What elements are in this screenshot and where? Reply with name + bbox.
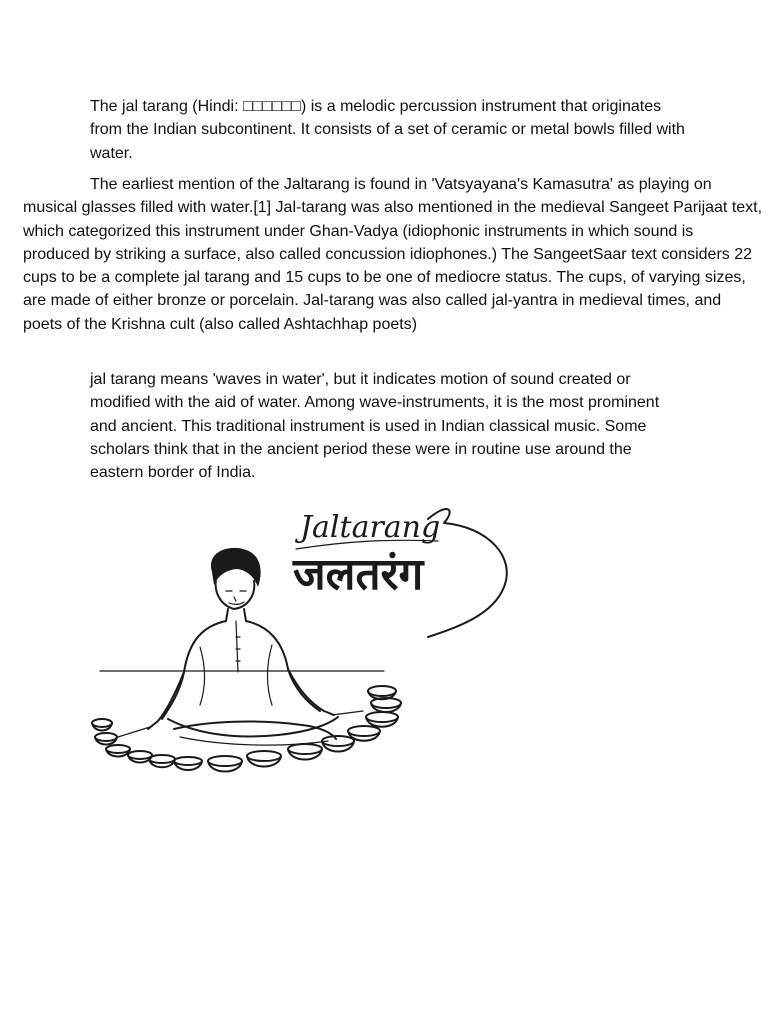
jaltarang-illustration: [88, 497, 518, 782]
jaltarang-player-illustration-icon: [88, 497, 518, 782]
intro-paragraph: The jal tarang (Hindi: □□□□□□) is a melodic percussion instrument that originates from the Indian subcontinent. It consists of a set of ceramic or metal bowls filled with water.: [90, 98, 685, 162]
script-title: Jaltarang: [300, 510, 441, 545]
history-paragraph: The earliest mention of the Jaltarang is found in 'Vatsyayana's Kamasutra' as playing on musical glasses filled with water.[1] Jal-tarang was also mentioned in the medieval Sangeet Parijaat text, which categorized this instrument under Ghan-Vadya (idiophonic instruments in which sound is produced by striking a surface, also called concussion idiophones.) The SangeetSaar text considers 22 cups to be a complete jal tarang and 15 cups to be one of mediocre status. The cups, of varying sizes, are made of either bronze or porcelain. Jal-tarang was also called jal-yantra in medieval times, and poets of the Krishna cult (also called Ashtachhap poets): [23, 176, 763, 333]
bowls-row: [92, 686, 401, 772]
devanagari-title: जलतरंग: [293, 549, 424, 600]
meaning-paragraph: jal tarang means 'waves in water', but it indicates motion of sound created or modified with the aid of water. Among wave-instruments, it is the most prominent and ancient. This traditional instrument is used in Indian classical music. Some scholars think that in the ancient period these were in routine use around the eastern border of India.: [90, 371, 660, 482]
